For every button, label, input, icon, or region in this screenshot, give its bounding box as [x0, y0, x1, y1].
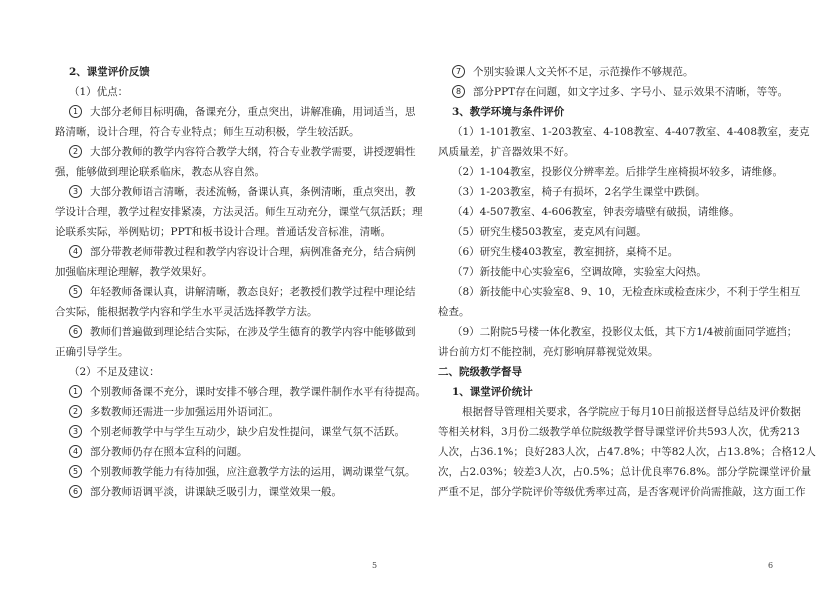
- advantage-item: [55, 322, 416, 342]
- environment-item: （9）二附院5号楼一体化教室，投影仪太低，其下方1/4被前面同学遮挡；: [452, 326, 798, 338]
- environment-item: （7）新技能中心实验室6，空调故障，实验室大闷热。: [452, 266, 707, 278]
- shortcoming-item: [55, 462, 416, 482]
- page-6-content: [438, 62, 816, 502]
- circled-number-icon: 7: [452, 65, 465, 78]
- circled-number-icon: 6: [69, 485, 82, 498]
- circled-number-icon: 3: [69, 185, 82, 198]
- paragraph-line: 根据督导管理相关要求，各学院应于每月10日前报送督导总结及评价数据: [462, 406, 801, 418]
- environment-item: （2）1-104教室，投影仪分辨率差。后排学生座椅损坏较多，请维修。: [452, 166, 783, 178]
- shortcoming-item: [55, 442, 365, 462]
- paragraph-line: 个别教师教学能力有待加强，应注意教学方法的运用，调动课堂气氛。: [90, 466, 416, 478]
- shortcoming-item: [438, 82, 789, 102]
- paragraph-line: 等相关材料，3月份二级教学单位院级教学督导课堂评价共593人次，优秀213: [438, 426, 800, 438]
- paragraph-line: 大部分教师语言清晰，表述流畅，备课认真，条例清晰，重点突出，教: [90, 186, 416, 198]
- paragraph-line: 强，能够做到理论联系临床，教态从容自然。: [55, 166, 265, 178]
- page-number: 5: [372, 561, 378, 570]
- paragraph-line: 部分教师仍存在照本宣科的问题。: [90, 446, 248, 458]
- advantage-item: [55, 102, 416, 122]
- paragraph-line: 检查。: [438, 306, 470, 318]
- environment-item: （3）1-203教室，椅子有损坏，2名学生课堂中跌倒。: [452, 186, 706, 198]
- page-number: 6: [768, 561, 774, 570]
- paragraph-line: 路清晰，设计合理，符合专业特点；师生互动积极，学生较活跃。: [55, 126, 360, 138]
- circled-number-icon: 1: [69, 105, 82, 118]
- paragraph-line: 大部分教师的教学内容符合教学大纲，符合专业教学需要，讲授逻辑性: [90, 146, 416, 158]
- paragraph-line: 教师们普遍做到理论结合实际，在涉及学生德育的教学内容中能够做到: [90, 326, 416, 338]
- advantages-heading: （1）优点：: [69, 86, 129, 98]
- paragraph-line: 论联系实际，举例贴切；PPT和板书设计合理。普通话发音标准，清晰。: [55, 226, 392, 238]
- environment-item: （5）研究生楼503教室，麦克风有问题。: [452, 226, 647, 238]
- page-5-content: [55, 62, 426, 502]
- circled-number-icon: 5: [69, 465, 82, 478]
- paragraph-line: 讲台前方灯不能控制，亮灯影响屏幕视觉效果。: [438, 346, 659, 358]
- circled-number-icon: 4: [69, 445, 82, 458]
- circled-number-icon: 3: [69, 425, 82, 438]
- circled-number-icon: 2: [69, 145, 82, 158]
- sub-heading: 1、课堂评价统计: [452, 386, 533, 398]
- paragraph-line: 学设计合理，教学过程安排紧凑，方法灵活。师生互动充分，课堂气氛活跃；理: [55, 206, 423, 218]
- shortcoming-item: [55, 422, 405, 442]
- paragraph-line: 个别实验课人文关怀不足，示范操作不够规范。: [473, 66, 694, 78]
- advantage-item: [55, 242, 416, 262]
- paragraph-line: 年轻教师备课认真，讲解清晰，教态良好；老教授们教学过程中理论结: [90, 286, 416, 298]
- advantage-item: [55, 182, 416, 202]
- circled-number-icon: 4: [69, 245, 82, 258]
- paragraph-line: 风质量差，扩音器效果不好。: [438, 146, 575, 158]
- paragraph-line: 部分PPT存在问题，如文字过多、字号小、显示效果不清晰，等等。: [473, 86, 789, 98]
- page-6: [400, 0, 816, 600]
- shortcoming-item: [55, 402, 365, 422]
- paragraph-line: 人次，占36.1%；良好283人次，占47.8%；中等82人次，占13.8%；合格12人: [438, 446, 816, 458]
- paragraph-line: 多数教师还需进一步加强运用外语词汇。: [90, 406, 279, 418]
- environment-item: （4）4-507教室、4-606教室，钟表旁墙壁有破损，请维修。: [452, 206, 740, 218]
- advantage-item: [55, 142, 416, 162]
- paragraph-line: 部分带教老师带教过程和教学内容设计合理，病例准备充分，结合病例: [90, 246, 416, 258]
- shortcoming-item: [55, 482, 365, 502]
- section-heading: 2、课堂评价反馈: [69, 66, 150, 78]
- shortcoming-item: [55, 382, 426, 402]
- paragraph-line: 合实际，能根据教学内容和学生水平灵活选择教学方法。: [55, 306, 318, 318]
- paragraph-line: 大部分老师目标明确，备课充分，重点突出，讲解准确，用词适当，思: [90, 106, 416, 118]
- environment-item: （1）1-101教室、1-203教室、4-108教室、4-407教室、4-408教室，麦克: [452, 126, 810, 138]
- shortcoming-item: [438, 62, 768, 82]
- paragraph-line: 正确引导学生。: [55, 346, 129, 358]
- section-heading: 3、教学环境与条件评价: [452, 106, 565, 118]
- paragraph-line: 加强临床理论理解，教学效果好。: [55, 266, 213, 278]
- part-heading: 二、院级教学督导: [438, 366, 522, 378]
- circled-number-icon: 2: [69, 405, 82, 418]
- paragraph-line: 个别教师备课不充分，课时安排不够合理，教学课件制作水平有待提高。: [90, 386, 426, 398]
- circled-number-icon: 1: [69, 385, 82, 398]
- paragraph-line: 个别老师教学中与学生互动少，缺少启发性提问，课堂气氛不活跃。: [90, 426, 405, 438]
- advantage-item: [55, 282, 416, 302]
- paragraph-line: 次，占2.03%；较差3人次，占0.5%；总计优良率76.8%。部分学院课堂评价量: [438, 466, 812, 478]
- shortcomings-heading: （2）不足及建议：: [69, 366, 160, 378]
- circled-number-icon: 5: [69, 285, 82, 298]
- environment-item: （8）新技能中心实验室8、9、10，无检查床或检查床少，不利于学生相互: [452, 286, 801, 298]
- circled-number-icon: 6: [69, 325, 82, 338]
- environment-item: （6）研究生楼403教室，教室拥挤，桌椅不足。: [452, 246, 679, 258]
- paragraph-line: 部分教师语调平淡，讲课缺乏吸引力，课堂效果一般。: [90, 486, 342, 498]
- paragraph-line: 严重不足，部分学院评价等级优秀率过高，是否客观评价尚需推敲，这方面工作: [438, 486, 806, 498]
- circled-number-icon: 8: [452, 85, 465, 98]
